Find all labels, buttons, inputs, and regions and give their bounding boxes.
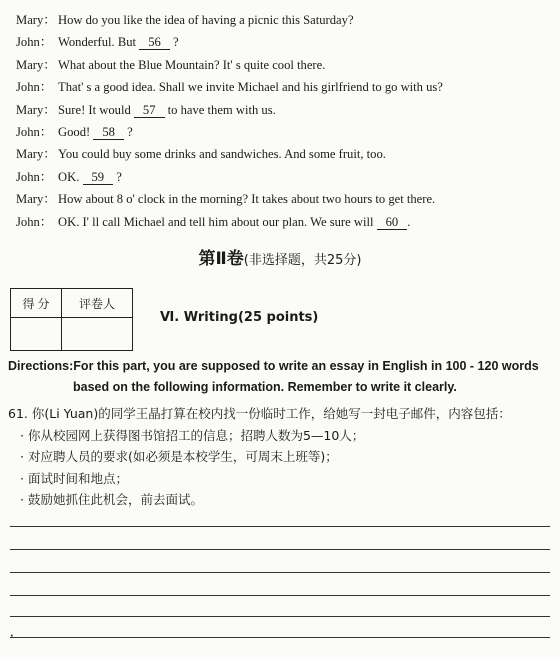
line-text: What about the Blue Mountain? It' s quite cool there. <box>58 57 326 72</box>
directions-label: Directions: <box>8 359 74 373</box>
grader-header: 评卷人 <box>62 289 133 318</box>
speaker: Mary： <box>16 102 56 117</box>
section-title-main: 第Ⅱ卷 <box>198 249 244 269</box>
line-text: . <box>407 214 411 229</box>
prompt-bullet: · 你从校园网上获得图书馆招工的信息；招聘人数为5—10人； <box>20 427 365 443</box>
section-title <box>0 244 560 269</box>
prompt-bullet: · 对应聘人员的要求(如必须是本校学生，可周末上班等)； <box>20 449 338 464</box>
line-text: Wonderful. But <box>58 35 137 50</box>
answer-blank-60[interactable]: 60 <box>377 215 408 230</box>
directions-line-2: based on the following information. Remember to write it clearly. <box>73 380 457 394</box>
line-text: OK. I' ll call Michael and tell him about our plan. We sure will <box>58 214 374 229</box>
answer-line[interactable] <box>10 549 550 550</box>
dialogue-line <box>16 211 556 233</box>
dialogue-line <box>16 166 556 188</box>
line-text: OK. <box>58 169 80 184</box>
prompt-intro: 61. 你(Li Yuan)的同学王晶打算在校内找一份临时工作，给她写一封电子邮件，内容包括： <box>8 406 511 421</box>
score-header: 得 分 <box>11 289 62 318</box>
speaker: John： <box>16 35 53 50</box>
dialogue-line <box>16 99 556 121</box>
writing-heading: Ⅵ. Writing(25 points) <box>160 310 319 325</box>
section-subtitle: (非选择题，共25分) <box>243 253 362 268</box>
score-table <box>10 288 133 351</box>
dialogue-line <box>16 31 556 53</box>
prompt-bullet: · 面试时间和地点； <box>20 470 128 486</box>
dialogue <box>16 9 556 233</box>
line-text: That' s a good idea. Shall we invite Michael and his girlfriend to go with us? <box>58 80 443 95</box>
dialogue-line <box>16 143 556 165</box>
line-text: Sure! It would <box>58 102 131 117</box>
answer-line[interactable] <box>10 616 550 617</box>
speaker: Mary： <box>16 192 56 207</box>
speaker: Mary： <box>16 13 56 27</box>
line-text: ? <box>127 124 133 139</box>
answer-line[interactable] <box>10 572 550 573</box>
line-text: Good! <box>58 124 91 139</box>
stray-mark: , <box>10 625 14 640</box>
speaker: Mary： <box>16 147 56 162</box>
directions-line-1: For this part, you are supposed to write an essay in English in 100 - 120 words <box>73 359 539 373</box>
dialogue-line <box>16 188 556 210</box>
grader-cell[interactable] <box>62 318 133 351</box>
line-text: ? <box>116 169 122 184</box>
answer-blank-59[interactable]: 59 <box>83 170 114 185</box>
dialogue-line <box>16 76 556 98</box>
speaker: Mary： <box>16 57 56 72</box>
score-cell[interactable] <box>11 318 62 351</box>
directions <box>8 356 556 398</box>
dialogue-line <box>16 9 556 31</box>
writing-prompt <box>8 403 556 511</box>
answer-blank-58[interactable]: 58 <box>93 125 124 140</box>
dialogue-line <box>16 54 556 76</box>
line-text: You could buy some drinks and sandwiches. And some fruit, too. <box>58 147 386 162</box>
line-text: How do you like the idea of having a picnic this Saturday? <box>58 13 354 27</box>
answer-blank-57[interactable]: 57 <box>134 103 165 118</box>
speaker: John： <box>16 169 53 184</box>
line-text: to have them with us. <box>167 102 276 117</box>
speaker: John： <box>16 214 53 229</box>
answer-line[interactable] <box>10 637 550 638</box>
speaker: John： <box>16 80 53 95</box>
line-text: ? <box>172 35 179 50</box>
answer-blank-56[interactable]: 56 <box>139 35 170 50</box>
answer-line[interactable] <box>10 595 550 596</box>
line-text: How about 8 o' clock in the morning? It takes about two hours to get there. <box>58 192 436 207</box>
speaker: John： <box>16 124 53 139</box>
prompt-bullet: · 鼓励她抓住此机会，前去面试。 <box>20 492 203 507</box>
dialogue-line <box>16 121 556 143</box>
answer-line[interactable] <box>10 526 550 527</box>
